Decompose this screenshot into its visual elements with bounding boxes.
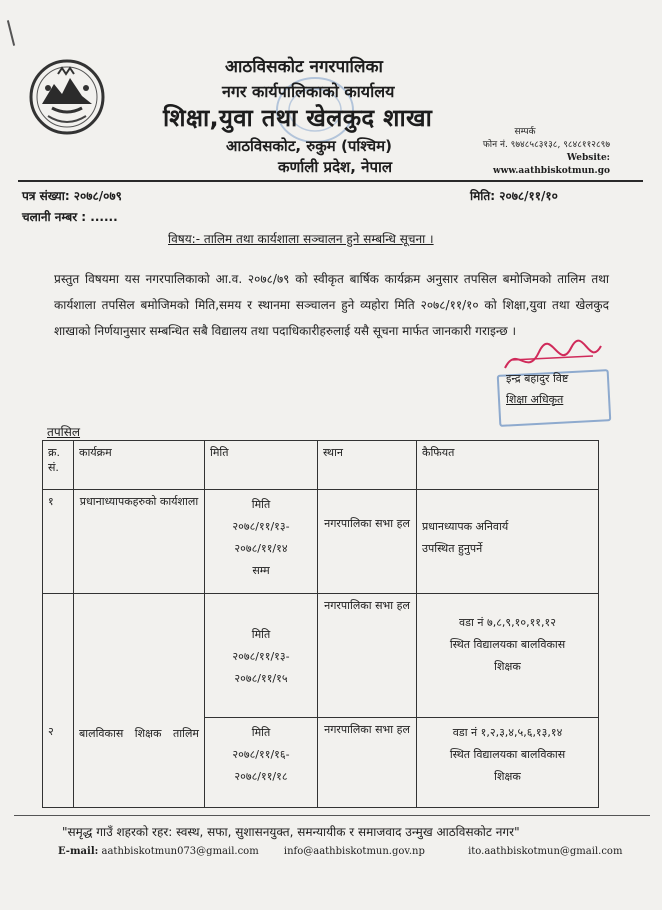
row-remarks bbox=[417, 594, 599, 718]
table-header-row bbox=[43, 441, 599, 490]
row-remarks bbox=[417, 718, 599, 808]
remarks-line: शिक्षक bbox=[494, 660, 521, 673]
table-row bbox=[43, 594, 599, 718]
row-sn: २ bbox=[43, 594, 74, 808]
row-venue: नगरपालिका सभा हल bbox=[318, 594, 417, 718]
email-label: E-mail: bbox=[58, 846, 99, 857]
dispatch-number: चलानी नम्बर : ...... bbox=[22, 210, 118, 224]
remarks-line: वडा नं १,२,३,४,५,६,१३,१४ bbox=[452, 726, 563, 739]
remarks-line: प्रधानध्यापक अनिवार्य bbox=[422, 520, 509, 533]
email-ito: ito.aathbiskotmun@gmail.com bbox=[468, 846, 623, 857]
website: Website: www.aathbiskotmun.go bbox=[492, 153, 610, 176]
footer-motto: "समृद्ध गाउँ शहरको रहर: स्वस्थ, सफा, सुशासनयुक्त, समन्यायीक र समाजवाद उन्मुख आठविसकोट नगर" bbox=[62, 825, 520, 839]
remarks-line: उपस्थित हुनुपर्ने bbox=[422, 542, 483, 555]
letter-date: मिति: २०७८/११/१० bbox=[470, 189, 558, 203]
remarks-line: स्थित विद्यालयका बालविकास bbox=[449, 638, 566, 651]
header-date: मिति bbox=[205, 441, 318, 490]
office-address: आठविसकोट, रुकुम (पश्चिम) bbox=[226, 137, 392, 155]
date-to: २०७८/११/१८ bbox=[234, 770, 288, 783]
subject-line: विषय:- तालिम तथा कार्यशाला सञ्चालन हुने सम्बन्धि सूचना । bbox=[168, 232, 434, 246]
row-date bbox=[205, 490, 318, 594]
header-remarks: कैफियत bbox=[417, 441, 599, 490]
date-from: २०७८/११/१६- bbox=[232, 748, 290, 761]
signatory-name: इन्द्र बहादुर विष्ट bbox=[506, 372, 569, 385]
row-venue: नगरपालिका सभा हल bbox=[318, 718, 417, 808]
date-to: २०७८/११/१४ bbox=[234, 542, 288, 555]
footer-emails bbox=[58, 846, 622, 857]
row-date bbox=[205, 594, 318, 718]
date-label: मिति bbox=[251, 628, 271, 641]
remarks-line: शिक्षक bbox=[494, 770, 521, 783]
remarks-line: स्थित विद्यालयका बालविकास bbox=[449, 748, 566, 761]
date-to: २०७८/११/१५ bbox=[234, 672, 288, 685]
contact-label: सम्पर्क bbox=[514, 127, 536, 137]
office-name: नगर कार्यपालिकाको कार्यालय bbox=[222, 82, 395, 101]
margin-mark bbox=[7, 20, 15, 46]
row-program: प्रधानाध्यापकहरुको कार्यशाला bbox=[74, 490, 205, 594]
phone-numbers: फोन नं. ९७४८५८३१३८, ९८४८११२८९७ bbox=[482, 140, 610, 150]
footer-divider bbox=[14, 815, 650, 816]
header-venue: स्थान bbox=[318, 441, 417, 490]
date-from: २०७८/११/१३- bbox=[232, 650, 290, 663]
schedule-label: तपसिल bbox=[47, 425, 81, 439]
contact-block bbox=[460, 126, 610, 178]
signatory-title: शिक्षा अधिकृत bbox=[506, 393, 564, 406]
header-program: कार्यक्रम bbox=[74, 441, 205, 490]
row-remarks bbox=[417, 490, 599, 594]
row-sn: १ bbox=[43, 490, 74, 594]
nepal-emblem-icon bbox=[28, 58, 106, 136]
email-primary: aathbiskotmun073@gmail.com bbox=[101, 846, 259, 857]
municipality-name: आठविसकोट नगरपालिका bbox=[225, 57, 383, 77]
row-program: बालविकास शिक्षक तालिम bbox=[74, 594, 205, 808]
body-paragraph: प्रस्तुत विषयमा यस नगरपालिकाको आ.व. २०७८/७९ को स्वीकृत बार्षिक कार्यक्रम अनुसार तपसिल बमोजिमको तालिम तथा कार्यशाला तपसिल बमोजिमको मिति,समय र स्थानमा सञ्चालन हुने व्यहोरा मिति २०७८/११/१० को शिक्षा,युवा तथा खेलकुद शाखाको निर्णयानुसार सम्बन्धित सबै विद्यालय तथा पदाधिकारीहरुलाई यसै सूचना मार्फत जानकारी गराइन्छ । bbox=[54, 272, 609, 338]
schedule-table bbox=[42, 440, 599, 808]
date-suffix: सम्म bbox=[252, 564, 270, 577]
email-info: info@aathbiskotmun.gov.np bbox=[283, 846, 425, 857]
row-venue: नगरपालिका सभा हल bbox=[318, 490, 417, 594]
date-label: मिति bbox=[251, 726, 271, 739]
date-from: २०७८/११/१३- bbox=[232, 520, 290, 533]
section-name: शिक्षा,युवा तथा खेलकुद शाखा bbox=[163, 104, 433, 132]
header-divider bbox=[18, 180, 643, 182]
province-address: कर्णाली प्रदेश, नेपाल bbox=[278, 158, 393, 176]
table-row bbox=[43, 490, 599, 594]
header-sn: क्र. सं. bbox=[43, 441, 74, 490]
date-label: मिति bbox=[251, 498, 271, 511]
row-date bbox=[205, 718, 318, 808]
remarks-line: वडा नं ७,८,९,१०,११,१२ bbox=[459, 616, 556, 629]
signature-block bbox=[506, 368, 604, 410]
letter-number: पत्र संख्या: २०७८/०७९ bbox=[22, 189, 122, 203]
